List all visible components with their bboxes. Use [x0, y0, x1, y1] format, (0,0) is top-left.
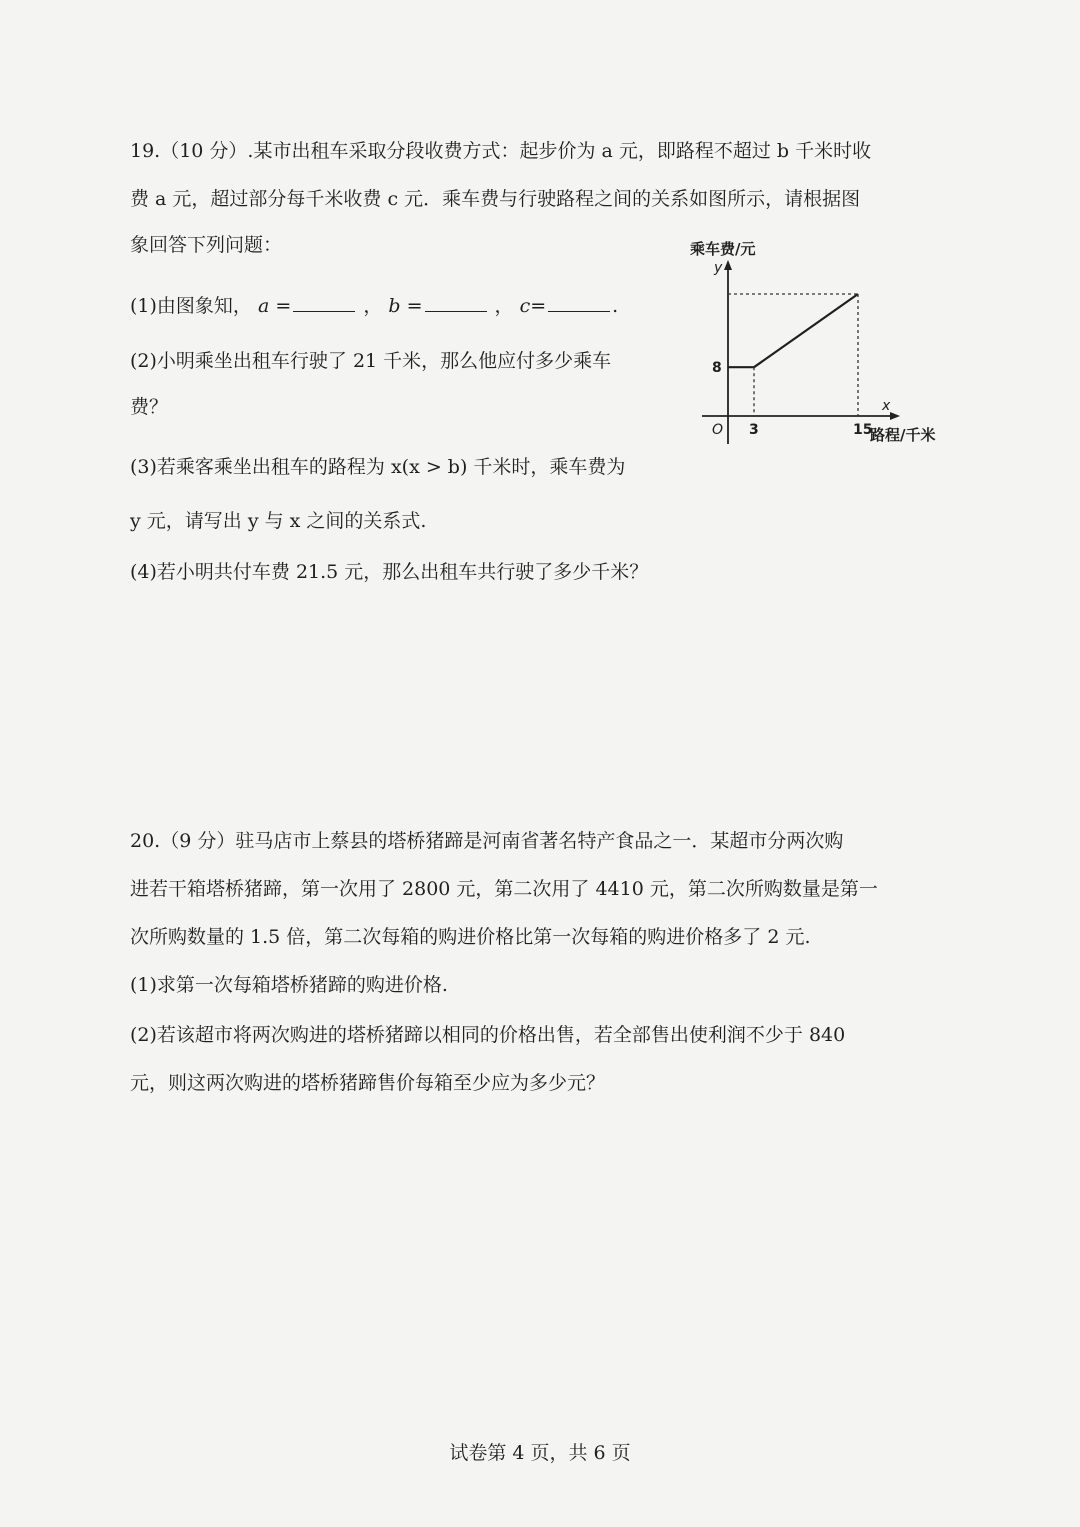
- answer-blank-b[interactable]: [425, 295, 487, 312]
- q19-comma-2: ，: [494, 295, 514, 317]
- answer-blank-c[interactable]: [548, 295, 610, 312]
- q19-stem-line-2: 费 a 元，超过部分每千米收费 c 元．乘车费与行驶路程之间的关系如图所示，请根据图: [130, 188, 861, 210]
- q19-part-4: (4)若小明共付车费 21.5 元，那么出租车共行驶了多少千米？: [130, 561, 649, 583]
- q20-part-2-line-2: 元，则这两次购进的塔桥猪蹄售价每箱至少应为多少元？: [130, 1072, 606, 1094]
- q19-stem-line-1: 19.（10 分）.某市出租车采取分段收费方式：起步价为 a 元，即路程不超过 b 千米时收: [130, 140, 872, 162]
- q19-b-label: b =: [388, 295, 423, 317]
- x-axis-letter: x: [882, 398, 891, 414]
- x-tick-label: 15: [853, 422, 873, 438]
- origin-label: O: [712, 422, 724, 438]
- q19-part-2-line-2: 费？: [130, 396, 169, 418]
- x-axis-arrow-icon: [890, 412, 900, 420]
- x-axis-title: 路程/千米: [870, 426, 936, 444]
- series-segment-2: [754, 294, 858, 367]
- q19-part-1-prefix: (1)由图象知，: [130, 295, 252, 317]
- fare-distance-graph: [690, 236, 960, 458]
- q19-c-label: c=: [519, 295, 547, 317]
- page-footer: 试卷第 4 页，共 6 页: [449, 1442, 631, 1464]
- q20-part-1: (1)求第一次每箱塔桥猪蹄的购进价格.: [130, 974, 448, 996]
- q19-comma-1: ，: [363, 295, 383, 317]
- q19-a-label: a =: [257, 295, 292, 317]
- q19-part-3-line-1: (3)若乘客乘坐出租车的路程为 x(x > b) 千米时，乘车费为: [130, 456, 626, 478]
- y-axis-letter: y: [714, 260, 723, 276]
- q19-part-3-line-2: y 元，请写出 y 与 x 之间的关系式.: [130, 510, 427, 532]
- answer-blank-a[interactable]: [293, 295, 355, 312]
- y-axis-arrow-icon: [724, 260, 732, 270]
- q19-part-2-line-1: (2)小明乘坐出租车行驶了 21 千米，那么他应付多少乘车: [130, 350, 612, 372]
- q20-stem-line-2: 进若干箱塔桥猪蹄，第一次用了 2800 元，第二次用了 4410 元，第二次所购数量是第一: [130, 878, 878, 900]
- x-tick-label: 3: [749, 422, 759, 438]
- q20-stem-line-1: 20.（9 分）驻马店市上蔡县的塔桥猪蹄是河南省著名特产食品之一．某超市分两次购: [130, 830, 844, 852]
- y-axis-title: 乘车费/元: [690, 240, 756, 258]
- q19-part-1-end: .: [612, 295, 619, 317]
- q19-part-1: [130, 295, 618, 316]
- q20-part-2-line-1: (2)若该超市将两次购进的塔桥猪蹄以相同的价格出售，若全部售出使利润不少于 840: [130, 1024, 846, 1046]
- q19-stem-line-3: 象回答下列问题：: [130, 234, 283, 256]
- y-tick-label: 8: [712, 360, 722, 377]
- q20-stem-line-3: 次所购数量的 1.5 倍，第二次每箱的购进价格比第一次每箱的购进价格多了 2 元.: [130, 926, 811, 948]
